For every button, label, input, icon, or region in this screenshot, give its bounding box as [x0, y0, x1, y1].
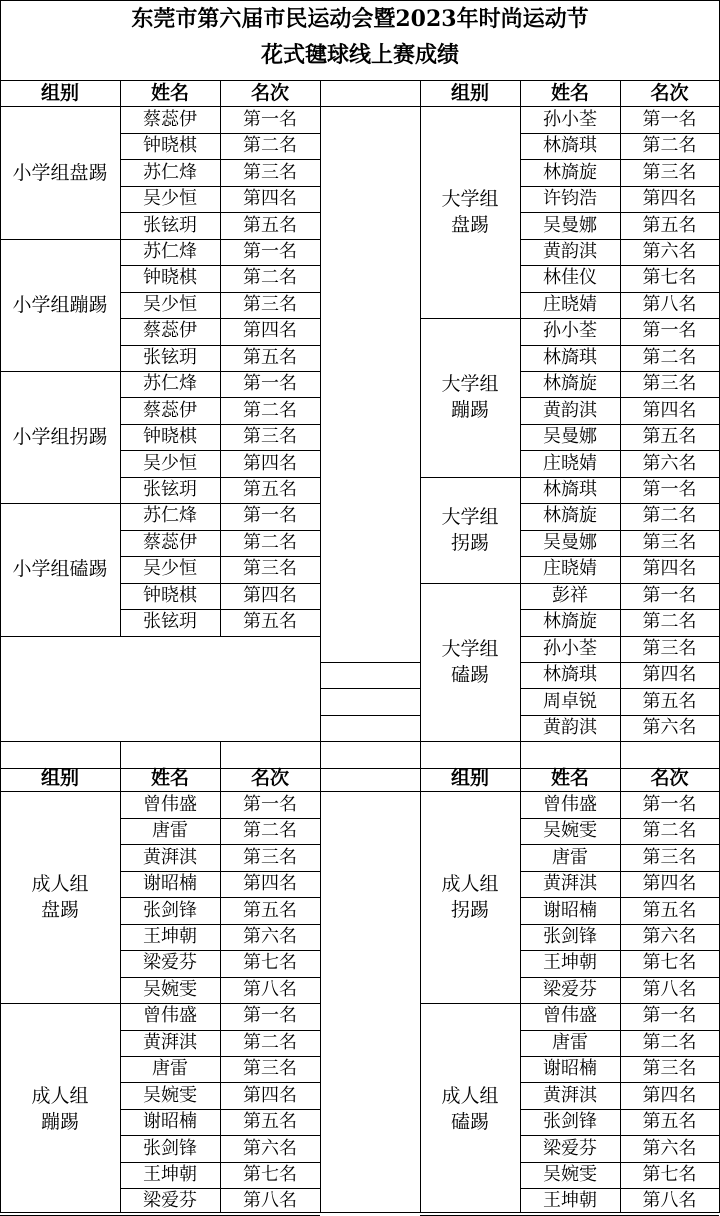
rank-cell: 第四名 — [642, 664, 697, 686]
rank-cell: 第一名 — [243, 1005, 297, 1027]
group-label-line: 磕踢 — [450, 1110, 489, 1133]
name-cell: 吴少恒 — [143, 188, 197, 210]
name-cell: 林旖旋 — [543, 505, 597, 527]
rank-cell: 第四名 — [642, 188, 697, 210]
name-cell: 梁爱芬 — [543, 1137, 597, 1159]
rank-cell: 第一名 — [243, 108, 297, 130]
name-cell: 谢昭楠 — [143, 873, 197, 895]
rank-cell: 第三名 — [642, 373, 697, 395]
rank-cell: 第三名 — [642, 846, 697, 868]
top-left-group-label: 小学组磕踢 — [12, 558, 108, 581]
empty-area — [1, 637, 320, 742]
rank-cell: 第三名 — [243, 1058, 297, 1080]
name-cell: 钟晓棋 — [143, 584, 197, 606]
name-cell: 黄湃淇 — [543, 1084, 597, 1106]
name-cell: 王坤朝 — [543, 1190, 597, 1212]
name-cell: 唐雷 — [152, 1058, 188, 1080]
name-cell: 王坤朝 — [543, 952, 597, 974]
name-cell: 黄湃淇 — [143, 1031, 197, 1053]
name-cell: 钟晓棋 — [143, 426, 197, 448]
rank-cell: 第五名 — [243, 346, 297, 368]
rank-cell: 第八名 — [243, 1190, 297, 1212]
name-cell: 张剑锋 — [543, 925, 597, 947]
group-label-line: 大学组 — [441, 373, 499, 396]
bottom-right-group-label — [420, 792, 520, 1004]
rank-cell: 第一名 — [642, 108, 697, 130]
bottom-header-0: 组别 — [40, 767, 79, 790]
name-cell: 林旖旋 — [543, 161, 597, 183]
rank-cell: 第五名 — [642, 690, 697, 712]
name-cell: 林旖旋 — [543, 611, 597, 633]
rank-cell: 第六名 — [642, 717, 697, 739]
name-cell: 庄晓婧 — [543, 558, 597, 580]
col-line-top — [520, 80, 521, 768]
name-cell: 张剑锋 — [143, 1137, 197, 1159]
rank-cell: 第一名 — [243, 793, 297, 815]
rank-cell: 第六名 — [642, 925, 697, 947]
name-cell: 林旖旋 — [543, 373, 597, 395]
rank-cell: 第四名 — [642, 399, 697, 421]
col-line-bottom — [420, 765, 421, 1212]
name-cell: 林旖琪 — [543, 664, 597, 686]
name-cell: 吴曼娜 — [543, 426, 597, 448]
top-header-4: 组别 — [450, 82, 489, 105]
name-cell: 吴曼娜 — [543, 531, 597, 553]
name-cell: 张铉玥 — [143, 611, 197, 633]
rank-cell: 第五名 — [642, 426, 697, 448]
name-cell: 蔡蕊伊 — [143, 108, 197, 130]
group-label-line: 拐踢 — [450, 531, 489, 554]
rank-cell: 第六名 — [642, 240, 697, 262]
rank-cell: 第三名 — [642, 1058, 697, 1080]
name-cell: 曾伟盛 — [143, 1005, 197, 1027]
col-line-top — [320, 80, 321, 768]
rank-cell: 第三名 — [243, 293, 297, 315]
name-cell: 曾伟盛 — [143, 793, 197, 815]
name-cell: 钟晓棋 — [143, 135, 197, 157]
group-label-line: 成人组 — [31, 1084, 89, 1107]
section-rule — [0, 741, 720, 742]
rank-cell: 第七名 — [642, 267, 697, 289]
col-line-bottom — [120, 765, 121, 1212]
rank-cell: 第四名 — [243, 584, 297, 606]
top-header-5: 姓名 — [550, 82, 589, 105]
rank-cell: 第四名 — [642, 1084, 697, 1106]
rank-cell: 第一名 — [642, 584, 697, 606]
rank-cell: 第二名 — [642, 611, 697, 633]
name-cell: 唐雷 — [152, 820, 188, 842]
group-label-line: 成人组 — [441, 1084, 499, 1107]
rank-cell: 第七名 — [642, 1164, 697, 1186]
name-cell: 吴少恒 — [143, 558, 197, 580]
rank-cell: 第四名 — [243, 873, 297, 895]
bottom-left-group-label — [0, 792, 120, 1004]
top-right-group-label — [420, 318, 520, 477]
name-cell: 张铉玥 — [143, 479, 197, 501]
rank-cell: 第五名 — [243, 479, 297, 501]
name-cell: 曾伟盛 — [543, 1005, 597, 1027]
rank-cell: 第八名 — [642, 1190, 697, 1212]
rank-cell: 第六名 — [642, 452, 697, 474]
group-label-line: 盘踢 — [450, 214, 489, 237]
name-cell: 谢昭楠 — [543, 899, 597, 921]
name-cell: 周卓锐 — [543, 690, 597, 712]
name-cell: 王坤朝 — [143, 1164, 197, 1186]
rank-cell: 第四名 — [243, 1084, 297, 1106]
rank-cell: 第五名 — [642, 1111, 697, 1133]
top-header-0: 组别 — [40, 82, 79, 105]
bottom-header-6: 名次 — [650, 767, 689, 790]
rank-cell: 第三名 — [642, 531, 697, 553]
name-cell: 吴婉雯 — [143, 978, 197, 1000]
rank-cell: 第一名 — [642, 320, 697, 342]
name-cell: 谢昭楠 — [143, 1111, 197, 1133]
group-label-line: 大学组 — [441, 505, 499, 528]
name-cell: 吴曼娜 — [543, 214, 597, 236]
name-cell: 张剑锋 — [143, 899, 197, 921]
name-cell: 林旖琪 — [543, 346, 597, 368]
rank-cell: 第二名 — [243, 820, 297, 842]
bottom-left-group-label — [0, 1003, 120, 1215]
group-label-line: 蹦踢 — [40, 1110, 79, 1133]
rank-cell: 第四名 — [642, 558, 697, 580]
name-cell: 吴少恒 — [143, 293, 197, 315]
name-cell: 彭祥 — [552, 584, 588, 606]
rank-cell: 第二名 — [243, 399, 297, 421]
rank-cell: 第八名 — [642, 293, 697, 315]
col-line-bottom — [320, 765, 321, 1212]
name-cell: 庄晓婧 — [543, 452, 597, 474]
group-label-line: 盘踢 — [40, 899, 79, 922]
rank-cell: 第三名 — [243, 426, 297, 448]
name-cell: 张剑锋 — [543, 1111, 597, 1133]
col-line-bottom — [220, 765, 221, 1212]
rank-cell: 第八名 — [642, 978, 697, 1000]
name-cell: 吴婉雯 — [543, 1164, 597, 1186]
name-cell: 苏仁烽 — [143, 161, 197, 183]
bottom-header-2: 名次 — [250, 767, 289, 790]
rank-cell: 第一名 — [642, 479, 697, 501]
rank-cell: 第二名 — [642, 1031, 697, 1053]
group-label-line: 蹦踢 — [450, 399, 489, 422]
rank-cell: 第二名 — [642, 505, 697, 527]
name-cell: 梁爱芬 — [143, 952, 197, 974]
top-right-group-label — [420, 107, 520, 319]
rank-cell: 第一名 — [243, 240, 297, 262]
name-cell: 王坤朝 — [143, 925, 197, 947]
bottom-right-group-label — [420, 1003, 520, 1215]
rank-cell: 第二名 — [642, 820, 697, 842]
col-line-top — [420, 80, 421, 768]
group-label-line: 拐踢 — [450, 899, 489, 922]
filler-rule — [320, 662, 420, 663]
top-left-group-label: 小学组盘踢 — [12, 161, 108, 184]
rank-cell: 第五名 — [243, 611, 297, 633]
bottom-header-4: 组别 — [450, 767, 489, 790]
rank-cell: 第六名 — [243, 925, 297, 947]
rank-cell: 第三名 — [243, 846, 297, 868]
name-cell: 林旖琪 — [543, 479, 597, 501]
rank-cell: 第四名 — [642, 873, 697, 895]
filler-rule — [320, 688, 420, 689]
rank-cell: 第六名 — [243, 1137, 297, 1159]
top-left-group-label: 小学组拐踢 — [12, 426, 108, 449]
rank-cell: 第三名 — [243, 558, 297, 580]
name-cell: 蔡蕊伊 — [143, 320, 197, 342]
name-cell: 许钧浩 — [543, 188, 597, 210]
top-right-group-label — [420, 583, 520, 742]
group-label-line: 大学组 — [441, 188, 499, 211]
rank-cell: 第一名 — [243, 505, 297, 527]
rank-cell: 第五名 — [243, 1111, 297, 1133]
name-cell: 黄湃淇 — [543, 873, 597, 895]
top-header-6: 名次 — [650, 82, 689, 105]
rank-cell: 第二名 — [642, 346, 697, 368]
name-cell: 张铉玥 — [143, 346, 197, 368]
name-cell: 黄湃淇 — [143, 846, 197, 868]
filler-rule — [320, 715, 420, 716]
name-cell: 吴少恒 — [143, 452, 197, 474]
border-top — [0, 0, 720, 1]
name-cell: 林佳仪 — [543, 267, 597, 289]
group-label-line: 成人组 — [441, 873, 499, 896]
name-cell: 孙小荃 — [543, 108, 597, 130]
col-line-bottom — [620, 765, 621, 1212]
rank-cell: 第三名 — [243, 161, 297, 183]
name-cell: 苏仁烽 — [143, 373, 197, 395]
rank-cell: 第三名 — [642, 161, 697, 183]
rank-cell: 第四名 — [243, 320, 297, 342]
title-line-1: 东莞市第六届市民运动会暨2023年时尚运动节 — [131, 6, 589, 32]
rank-cell: 第二名 — [243, 531, 297, 553]
col-line-top — [620, 80, 621, 768]
rank-cell: 第一名 — [243, 373, 297, 395]
bottom-header-5: 姓名 — [550, 767, 589, 790]
group-label-line: 磕踢 — [450, 663, 489, 686]
group-label-line: 成人组 — [31, 873, 89, 896]
name-cell: 孙小荃 — [543, 320, 597, 342]
top-header-1: 姓名 — [150, 82, 189, 105]
title-line-2: 花式毽球线上赛成绩 — [260, 42, 459, 68]
name-cell: 吴婉雯 — [143, 1084, 197, 1106]
top-right-group-label — [420, 477, 520, 583]
rank-cell: 第二名 — [243, 267, 297, 289]
rank-cell: 第七名 — [243, 952, 297, 974]
name-cell: 梁爱芬 — [543, 978, 597, 1000]
rank-cell: 第四名 — [243, 188, 297, 210]
rank-cell: 第五名 — [642, 899, 697, 921]
rank-cell: 第七名 — [243, 1164, 297, 1186]
rank-cell: 第五名 — [243, 214, 297, 236]
rank-cell: 第五名 — [642, 214, 697, 236]
name-cell: 曾伟盛 — [543, 793, 597, 815]
rank-cell: 第一名 — [642, 1005, 697, 1027]
name-cell: 庄晓婧 — [543, 293, 597, 315]
name-cell: 黄韵淇 — [543, 399, 597, 421]
name-cell: 黄韵淇 — [543, 240, 597, 262]
name-cell: 蔡蕊伊 — [143, 399, 197, 421]
group-label-line: 大学组 — [441, 637, 499, 660]
rank-cell: 第二名 — [243, 135, 297, 157]
name-cell: 黄韵淇 — [543, 717, 597, 739]
name-cell: 唐雷 — [552, 846, 588, 868]
name-cell: 孙小荃 — [543, 637, 597, 659]
rank-cell: 第二名 — [642, 135, 697, 157]
name-cell: 苏仁烽 — [143, 240, 197, 262]
name-cell: 唐雷 — [552, 1031, 588, 1053]
rank-cell: 第四名 — [243, 452, 297, 474]
rank-cell: 第五名 — [243, 899, 297, 921]
name-cell: 钟晓棋 — [143, 267, 197, 289]
rank-cell: 第二名 — [243, 1031, 297, 1053]
bottom-header-1: 姓名 — [150, 767, 189, 790]
rank-cell: 第六名 — [642, 1137, 697, 1159]
name-cell: 谢昭楠 — [543, 1058, 597, 1080]
name-cell: 蔡蕊伊 — [143, 531, 197, 553]
name-cell: 梁爱芬 — [143, 1190, 197, 1212]
rank-cell: 第七名 — [642, 952, 697, 974]
col-line-bottom — [520, 765, 521, 1212]
rank-cell: 第三名 — [642, 637, 697, 659]
name-cell: 吴婉雯 — [543, 820, 597, 842]
rank-cell: 第八名 — [243, 978, 297, 1000]
rank-cell: 第一名 — [642, 793, 697, 815]
name-cell: 张铉玥 — [143, 214, 197, 236]
top-left-group-label: 小学组蹦踢 — [12, 293, 108, 316]
top-header-2: 名次 — [250, 82, 289, 105]
name-cell: 林旖琪 — [543, 135, 597, 157]
name-cell: 苏仁烽 — [143, 505, 197, 527]
